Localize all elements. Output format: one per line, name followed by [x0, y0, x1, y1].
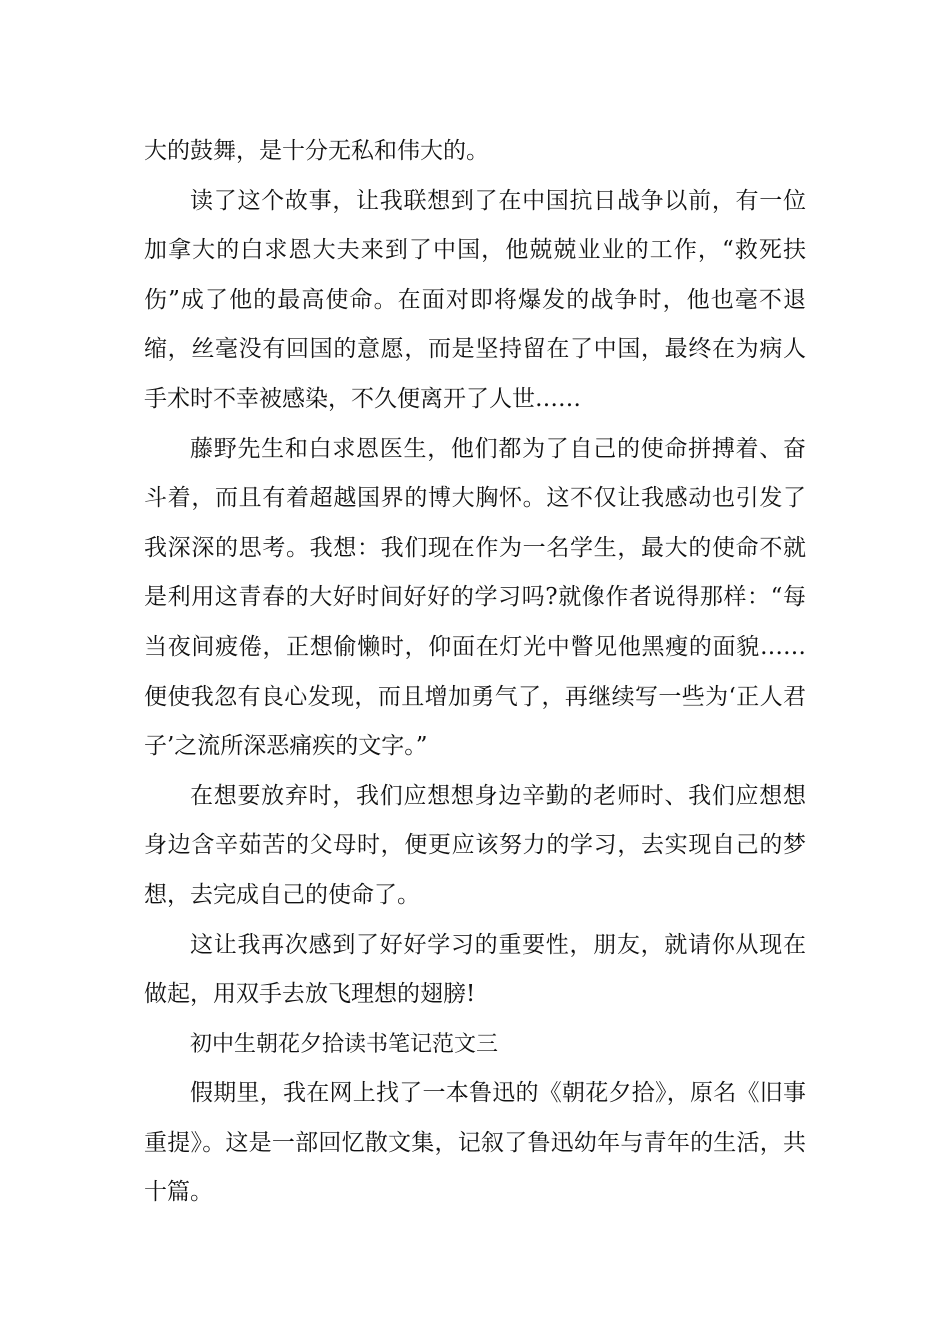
document-body [144, 127, 806, 1218]
paragraph-study-importance: 这让我再次感到了好好学习的重要性，朋友，就请你从现在做起，用双手去放飞理想的翅膀! [144, 931, 806, 1008]
paragraph-continuation: 大的鼓舞，是十分无私和伟大的。 [144, 138, 489, 164]
paragraph-holiday-reading: 假期里，我在网上找了一本鲁迅的《朝花夕拾》，原名《旧事重提》。这是一部回忆散文集，记叙了鲁迅幼年与青年的生活，共十篇。 [144, 1080, 806, 1206]
section-heading: 初中生朝花夕拾读书笔记范文三 [190, 1031, 499, 1057]
paragraph-teachers-parents: 在想要放弃时，我们应想想身边辛勤的老师时、我们应想想身边含辛茹苦的父母时，便更应该努力的学习，去实现自己的梦想，去完成自己的使命了。 [144, 782, 806, 908]
paragraph-bethune-story: 读了这个故事，让我联想到了在中国抗日战争以前，有一位加拿大的白求恩大夫来到了中国，他兢兢业业的工作，“救死扶伤”成了他的最高使命。在面对即将爆发的战争时，他也毫不退缩，丝毫没有回国的意愿，而是坚持留在了中国，最终在为病人手术时不幸被感染，不久便离开了人世…… [144, 187, 806, 412]
paragraph-mission-reflection: 藤野先生和白求恩医生，他们都为了自己的使命拼搏着、奋斗着，而且有着超越国界的博大胸怀。这不仅让我感动也引发了我深深的思考。我想：我们现在作为一名学生，最大的使命不就是利用这青春的大好时间好好的学习吗?就像作者说得那样：“每当夜间疲倦，正想偷懒时，仰面在灯光中瞥见他黑瘦的面貌……便使我忽有良心发现，而且增加勇气了，再继续写一些为‘正人君子’之流所深恶痛疾的文字。” [144, 435, 806, 760]
